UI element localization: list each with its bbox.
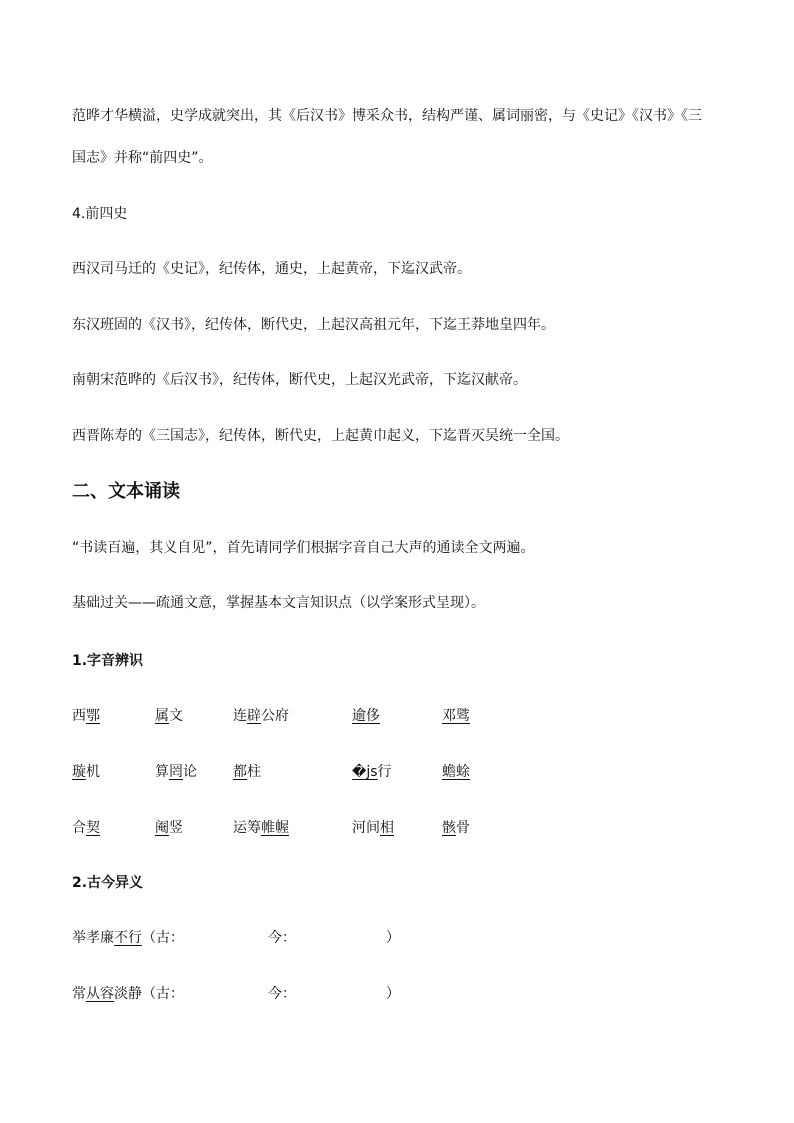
archaic-phrase bbox=[72, 984, 184, 1004]
word-target-char: 辟 bbox=[247, 708, 261, 724]
archaic-close-paren: ） bbox=[386, 930, 400, 946]
word-target-char: 都 bbox=[233, 764, 247, 780]
basics-instruction: 基础过关——疏通文意，掌握基本文言知识点（以学案形式呈现）。 bbox=[72, 595, 485, 611]
archaic-modern-label: 今： bbox=[268, 930, 296, 946]
pronunciation-word bbox=[233, 706, 289, 726]
pronunciation-word bbox=[233, 818, 289, 838]
history-item-hanshu: 东汉班固的《汉书》，纪传体，断代史，上起汉高祖元年，下迄王莽地皇四年。 bbox=[72, 317, 555, 333]
word-suffix: 公府 bbox=[261, 708, 289, 724]
word-target-char: 契 bbox=[86, 820, 100, 836]
archaic-post: （古： bbox=[142, 930, 184, 946]
history-item-shiji: 西汉司马迁的《史记》，纪传体，通史，上起黄帝，下迄汉武帝。 bbox=[72, 261, 471, 277]
history-item-sanguozhi: 西晋陈寿的《三国志》，纪传体，断代史，上起黄巾起义，下迄晋灭吴统一全国。 bbox=[72, 428, 569, 444]
word-target-char: 相 bbox=[380, 820, 394, 836]
pronunciation-word bbox=[155, 762, 197, 782]
word-target-char: 阉 bbox=[155, 820, 169, 836]
pronunciation-word bbox=[233, 762, 261, 782]
word-target-char: 罔 bbox=[169, 764, 183, 780]
pronunciation-word bbox=[155, 706, 183, 726]
word-suffix: 文 bbox=[169, 708, 183, 724]
word-suffix: 骨 bbox=[456, 820, 470, 836]
word-target-char: 帷幄 bbox=[261, 820, 289, 836]
word-prefix: 西 bbox=[72, 708, 86, 724]
pronunciation-word bbox=[352, 818, 394, 838]
word-suffix: 行 bbox=[377, 764, 392, 780]
archaic-close-paren: ） bbox=[386, 986, 400, 1002]
archaic-modern-label: 今： bbox=[268, 986, 296, 1002]
archaic-u: 不行 bbox=[114, 930, 142, 946]
word-prefix: 合 bbox=[72, 820, 86, 836]
pronunciation-word bbox=[352, 762, 392, 782]
reading-instruction: “书读百遍，其义自见”，首先请同学们根据字音自己大声的通读全文两遍。 bbox=[72, 540, 535, 556]
word-prefix: 河间 bbox=[352, 820, 380, 836]
intro-line-1: 范晔才华横溢，史学成就突出，其《后汉书》博采众书，结构严谨、属词丽密，与《史记》《汉书》《三 bbox=[72, 108, 702, 124]
pronunciation-word bbox=[72, 762, 100, 782]
archaic-title: 2.古今异义 bbox=[72, 875, 144, 891]
section-4-title: 4.前四史 bbox=[72, 206, 128, 222]
word-prefix: 连 bbox=[233, 708, 247, 724]
pronunciation-word bbox=[442, 818, 470, 838]
pronunciation-word bbox=[442, 706, 470, 726]
history-item-houhanshu: 南朝宋范晔的《后汉书》，纪传体，断代史，上起汉光武帝，下迄汉献帝。 bbox=[72, 372, 527, 388]
word-suffix: 论 bbox=[183, 764, 197, 780]
word-target-char: 属 bbox=[155, 708, 169, 724]
archaic-pre: 常 bbox=[72, 986, 86, 1002]
word-target-char: 邓骘 bbox=[442, 708, 470, 724]
archaic-phrase bbox=[72, 928, 184, 948]
pronunciation-word bbox=[72, 706, 100, 726]
word-target-char: 蟾蜍 bbox=[442, 764, 470, 780]
word-suffix: 竖 bbox=[169, 820, 183, 836]
archaic-pre: 举孝廉 bbox=[72, 930, 114, 946]
pronunciation-word bbox=[72, 818, 100, 838]
word-prefix: 运筹 bbox=[233, 820, 261, 836]
pronunciation-title: 1.字音辨识 bbox=[72, 653, 144, 669]
archaic-u: 从容 bbox=[86, 986, 114, 1002]
word-prefix: 算 bbox=[155, 764, 169, 780]
pronunciation-word bbox=[352, 706, 380, 726]
archaic-post: 淡静（古： bbox=[114, 986, 184, 1002]
pronunciation-word bbox=[442, 762, 470, 782]
word-target-char: 鄂 bbox=[86, 708, 100, 724]
word-target-char: 璇 bbox=[72, 764, 86, 780]
word-target-char: �js bbox=[352, 764, 378, 780]
word-target-char: 骸 bbox=[442, 820, 456, 836]
section-heading-text-reading: 二、文本诵读 bbox=[72, 481, 180, 502]
word-suffix: 机 bbox=[86, 764, 100, 780]
word-target-char: 逾侈 bbox=[352, 708, 380, 724]
word-suffix: 柱 bbox=[247, 764, 261, 780]
intro-line-2: 国志》并称“前四史”。 bbox=[72, 150, 213, 166]
pronunciation-word bbox=[155, 818, 183, 838]
